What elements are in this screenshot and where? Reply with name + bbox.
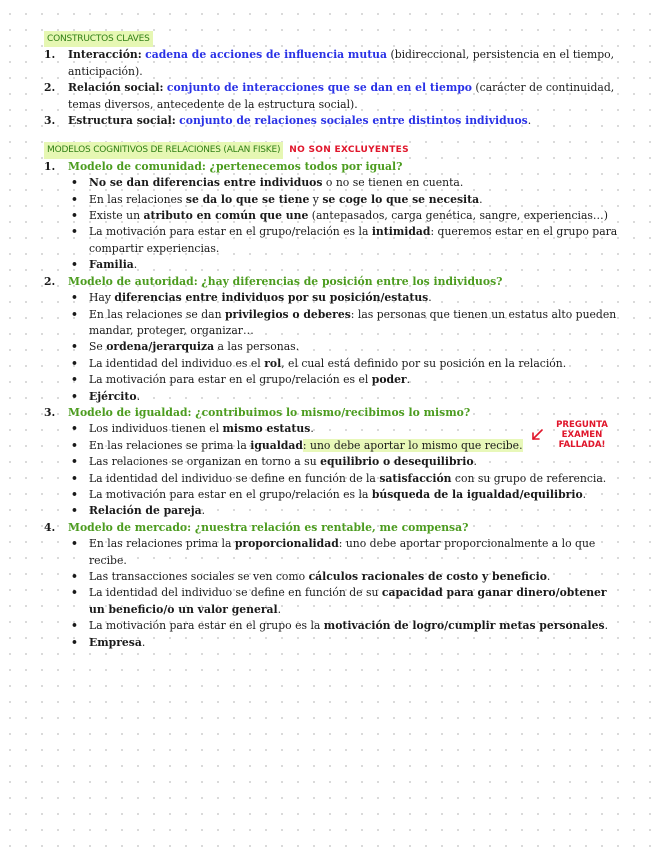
text-segment: . — [473, 455, 477, 469]
definition: cadena de acciones de influencia mutua — [145, 48, 388, 62]
bullet-item — [68, 536, 624, 569]
bullet-item — [68, 635, 624, 651]
bold-term: búsqueda de la igualdad/equilibrio — [371, 487, 583, 501]
bold-term: se da lo que se tiene — [185, 192, 310, 206]
list-item — [44, 47, 624, 80]
term: Interacción: — [68, 48, 142, 62]
model-item — [44, 159, 624, 274]
bold-term: Familia — [89, 258, 134, 272]
bold-term: equilibrio o desequilibrio — [320, 455, 474, 469]
list-item — [44, 113, 624, 129]
text-segment: . — [479, 192, 483, 206]
item-number: 2. — [44, 81, 56, 95]
bold-term: intimidad — [371, 225, 431, 239]
text-segment: Se — [89, 340, 107, 354]
text-segment: con su grupo de referencia. — [451, 471, 607, 485]
model-item — [44, 520, 624, 651]
text-segment: o no se tienen en cuenta. — [322, 176, 464, 190]
text-segment: a las personas. — [214, 340, 300, 354]
text-segment: . — [604, 619, 608, 633]
model-title: Modelo de igualdad: ¿contribuimos lo mismo/recibimos lo mismo? — [68, 405, 471, 419]
model-item — [44, 274, 624, 405]
section-heading-models: MODELOS COGNITIVOS DE RELACIONES (ALAN FISKE) — [44, 142, 283, 158]
text-segment: La motivación para estar en el grupo/relación es el — [89, 373, 372, 387]
text-segment: . — [406, 373, 411, 387]
bullet-item — [68, 372, 624, 388]
text-segment: La motivación para estar en el grupo/relación es la — [89, 487, 372, 501]
text-segment: Las transacciones sociales se ven como — [89, 570, 309, 583]
bullet-item — [68, 339, 624, 355]
term: Relación social: — [68, 81, 164, 95]
bold-term: proporcionalidad — [234, 537, 339, 551]
model-title: Modelo de mercado: ¿nuestra relación es rentable, me compensa? — [68, 520, 469, 534]
term: Estructura social: — [68, 114, 176, 128]
highlighted-text: : uno debe aportar lo mismo que recibe. — [302, 438, 523, 452]
model-title: Modelo de autoridad: ¿hay diferencias de posición entre los individuos? — [68, 274, 503, 288]
text-segment: Los individuos tienen el — [89, 422, 223, 436]
bullet-item — [68, 454, 624, 470]
text-segment: . — [201, 504, 206, 518]
text-segment: En las relaciones — [89, 192, 186, 206]
models-list — [44, 159, 624, 651]
bold-term: No se dan diferencias entre individuos — [89, 176, 323, 190]
bullet-item — [68, 487, 624, 503]
bullet-item — [68, 585, 624, 618]
model-number: 2. — [44, 274, 56, 288]
bullet-item — [68, 208, 624, 224]
bullet-item — [68, 224, 624, 257]
model-number: 1. — [44, 159, 56, 173]
bold-term: Empresa — [89, 635, 142, 649]
text-segment: . — [582, 487, 587, 501]
model-number: 3. — [44, 405, 56, 419]
annotation-line: FALLADA! — [558, 440, 606, 450]
bold-term: capacidad para ganar dinero/obtener un beneficio/o un valor general — [89, 586, 607, 616]
text-segment: Hay — [89, 291, 115, 305]
bullet-list — [68, 290, 624, 405]
text-segment: . — [310, 422, 314, 436]
notes-content — [44, 30, 624, 651]
text-segment: y — [309, 192, 323, 206]
bold-term: rol — [264, 356, 282, 370]
model-number: 4. — [44, 520, 56, 534]
bullet-item — [68, 618, 624, 634]
text-segment: La motivación para estar en el grupo es la — [89, 619, 324, 633]
text-segment: . — [546, 570, 551, 583]
text-segment: . — [428, 291, 432, 305]
annotation-line: PREGUNTA — [556, 420, 608, 430]
bullet-item — [68, 290, 624, 306]
bold-term: Relación de pareja — [89, 504, 202, 518]
bullet-item — [68, 192, 624, 208]
text-segment: : las personas que tienen un estatus alto pueden mandar, proteger, organizar… — [89, 307, 617, 337]
key-constructs-list — [44, 47, 624, 129]
bullet-list — [68, 175, 624, 273]
bold-term: motivación de logro/cumplir metas personales — [323, 619, 605, 633]
text-segment: . — [277, 602, 282, 616]
bullet-item — [68, 257, 624, 273]
section-heading-key-constructs: CONSTRUCTOS CLAVES — [44, 31, 153, 47]
bold-term: cálculos racionales de costo y beneficio — [308, 570, 547, 583]
text-segment: , el cual está definido por su posición en la relación. — [281, 356, 567, 370]
bold-term: satisfacción — [379, 471, 452, 485]
text-segment: (antepasados, carga genética, sangre, experiencias…) — [308, 209, 608, 223]
text-segment: : queremos estar en el grupo para compartir experiencias. — [89, 225, 618, 255]
text-segment: La motivación para estar en el grupo/relación es la — [89, 225, 372, 239]
bullet-item — [68, 389, 624, 405]
text-segment: En las relaciones se prima la — [89, 438, 251, 452]
item-number: 3. — [44, 114, 56, 128]
bullet-list — [68, 536, 624, 651]
text-segment: La identidad del individuo se define en función de la — [89, 471, 380, 485]
text-segment: Las relaciones se organizan en torno a su — [89, 455, 321, 469]
bold-term: mismo estatus — [222, 422, 311, 436]
bullet-item — [68, 569, 624, 585]
text-segment: : uno debe aportar proporcionalmente a lo que recibe. — [89, 537, 596, 567]
bold-term: poder — [371, 373, 407, 387]
annotation-line: EXAMEN — [561, 430, 603, 440]
bullet-item — [68, 503, 624, 519]
detail-text: (carácter de continuidad, temas diversos, antecedente de la estructura social). — [68, 81, 615, 111]
bold-term: se coge lo que se necesita — [322, 192, 480, 206]
bullet-item — [68, 471, 624, 487]
bold-term: privilegios o deberes — [224, 307, 351, 321]
text-segment: La identidad del individuo se define en función de su — [89, 586, 382, 600]
list-item — [44, 80, 624, 113]
model-title: Modelo de comunidad: ¿pertenecemos todos por igual? — [68, 159, 403, 173]
text-segment: En las relaciones se dan — [89, 307, 225, 321]
detail-text: (bidireccional, persistencia en el tiempo, anticipación). — [68, 48, 615, 78]
bold-term: igualdad — [250, 438, 303, 452]
text-segment: La identidad del individuo es el — [89, 356, 265, 370]
bold-term: atributo en común que une — [143, 209, 309, 223]
detail-text: . — [527, 114, 532, 128]
text-segment: Existe un — [89, 209, 144, 223]
item-number: 1. — [44, 48, 56, 62]
text-segment: . — [133, 258, 138, 272]
exam-annotation — [537, 420, 627, 450]
bold-term: ordena/jerarquiza — [106, 340, 215, 354]
bold-term: Ejército — [89, 389, 137, 403]
bullet-item — [68, 175, 624, 191]
text-segment: En las relaciones prima la — [89, 537, 235, 551]
bullet-item — [68, 307, 624, 340]
definition: conjunto de interacciones que se dan en el tiempo — [166, 81, 472, 95]
text-segment: . — [141, 635, 146, 649]
bold-term: diferencias entre individuos por su posición/estatus — [114, 291, 429, 305]
definition: conjunto de relaciones sociales entre distintos individuos — [179, 114, 528, 128]
text-segment: . — [136, 389, 140, 403]
red-note: NO SON EXCLUYENTES — [289, 145, 409, 156]
bullet-item — [68, 356, 624, 372]
